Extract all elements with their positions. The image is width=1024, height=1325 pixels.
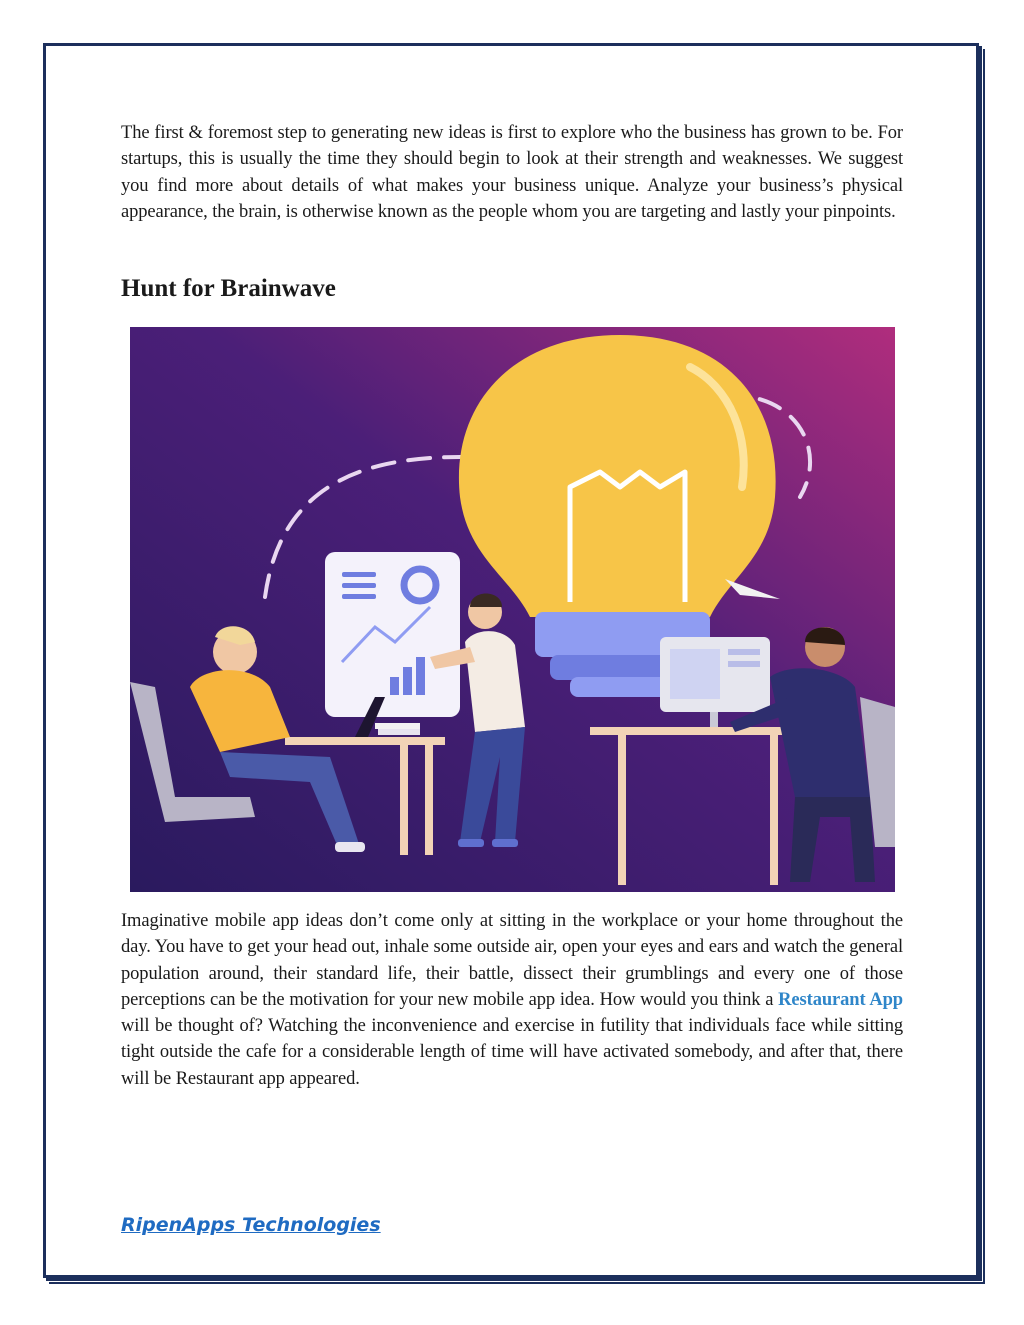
body-paragraph-text-before: Imaginative mobile app ideas don’t come only at sitting in the workplace or your home throughout the day. You have to get your head out, inhale some outside air, open your eyes and ears and watch the general population around, their standard life, their battle, dissect their grumblings and every one of those perceptions can be the motivation for your new mobile app idea. How would you think a xyxy=(121,911,903,1010)
body-paragraph xyxy=(121,908,903,1092)
books xyxy=(375,723,420,735)
brainwave-illustration xyxy=(130,327,895,892)
footer-company-link[interactable]: RipenApps Technologies xyxy=(121,1214,381,1236)
section-heading: Hunt for Brainwave xyxy=(121,275,336,302)
intro-paragraph: The first & foremost step to generating new ideas is first to explore who the business has grown to be. For startups, this is usually the time they should begin to look at their strength and weaknesses. We suggest you find more about details of what makes your business unique. Analyze your business’s physical appearance, the brain, is otherwise known as the people whom you are targeting and lastly your pinpoints. xyxy=(121,123,903,222)
restaurant-app-link[interactable]: Restaurant App xyxy=(778,989,903,1010)
whiteboard xyxy=(325,552,460,717)
body-paragraph-text-after: will be thought of? Watching the inconvenience and exercise in futility that individuals face while sitting tight outside the cafe for a considerable length of time will have activated somebody, and after that, there will be Restaurant app appeared. xyxy=(121,1016,903,1089)
